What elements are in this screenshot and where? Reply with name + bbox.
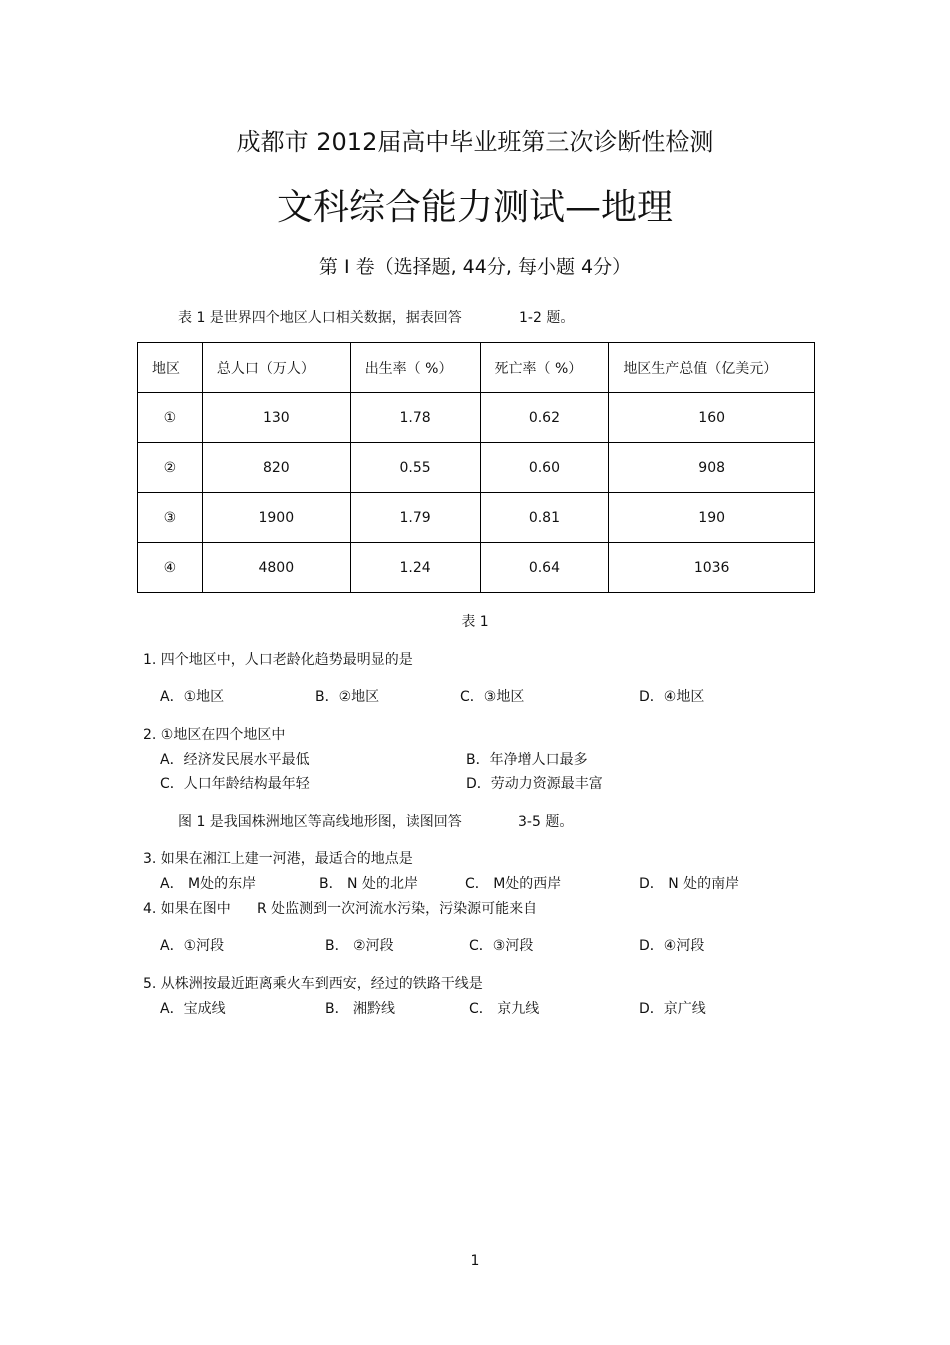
question-2-option-c: C．人口年龄结构最年轻 <box>160 776 310 792</box>
table-cell: 0.55 <box>350 443 480 493</box>
table-intro-range: 1-2 题。 <box>519 310 575 326</box>
question-4-option-b: B． ②河段 <box>325 938 394 954</box>
question-3-option-b: B． N 处的北岸 <box>319 876 418 892</box>
table-cell: 1.24 <box>350 543 480 593</box>
map-intro-range: 3-5 题。 <box>518 814 574 830</box>
question-2-stem: 2. ①地区在四个地区中 <box>143 727 286 743</box>
table-cell: 820 <box>202 443 350 493</box>
table-cell: 0.81 <box>480 493 609 543</box>
question-5-option-a: A．宝成线 <box>160 1001 226 1017</box>
section-heading: 第 I 卷（选择题, 44分, 每小题 4分） <box>318 256 632 278</box>
question-1-option-a: A．①地区 <box>160 689 225 705</box>
header-cell-death-rate: 死亡率（ %） <box>480 343 609 393</box>
table-row <box>138 543 815 593</box>
table-cell: 1.78 <box>350 393 480 443</box>
question-2-option-b: B．年净增人口最多 <box>466 752 588 768</box>
table-row <box>138 393 815 443</box>
question-2-option-a: A．经济发民展水平最低 <box>160 752 310 768</box>
table-cell: 4800 <box>202 543 350 593</box>
question-3-option-d: D． N 处的南岸 <box>639 876 740 892</box>
table-cell: ③ <box>138 493 203 543</box>
question-5-option-b: B． 湘黔线 <box>325 1001 396 1017</box>
question-3-stem: 3. 如果在湘江上建一河港，最适合的地点是 <box>143 851 413 867</box>
question-1-option-b: B．②地区 <box>315 689 380 705</box>
question-4-option-d: D．④河段 <box>639 938 705 954</box>
table-cell: 130 <box>202 393 350 443</box>
question-4-option-a: A．①河段 <box>160 938 225 954</box>
page-number: 1 <box>470 1253 480 1269</box>
table-row <box>138 443 815 493</box>
map-intro-text: 图 1 是我国株洲地区等高线地形图，读图回答 <box>178 814 462 830</box>
question-1-option-d: D．④地区 <box>639 689 705 705</box>
question-2-option-d: D．劳动力资源最丰富 <box>466 776 603 792</box>
question-1-option-c: C．③地区 <box>460 689 525 705</box>
question-3-option-a: A． M处的东岸 <box>160 876 257 892</box>
table-cell: ② <box>138 443 203 493</box>
table-cell: 0.62 <box>480 393 609 443</box>
table-cell: 1900 <box>202 493 350 543</box>
table-cell: 1036 <box>609 543 815 593</box>
table-row <box>138 493 815 543</box>
table-cell: 0.60 <box>480 443 609 493</box>
table-cell: 190 <box>609 493 815 543</box>
table-cell: 1.79 <box>350 493 480 543</box>
header-cell-region: 地区 <box>138 343 203 393</box>
population-data-table <box>137 342 815 593</box>
table-intro-text: 表 1 是世界四个地区人口相关数据，据表回答 <box>178 310 462 326</box>
question-4-stem: 4. 如果在图中 <box>143 901 231 917</box>
table-caption: 表 1 <box>461 614 489 630</box>
table-cell: 0.64 <box>480 543 609 593</box>
table-cell: ① <box>138 393 203 443</box>
question-4-stem-continued: R 处监测到一次河流水污染，污染源可能来自 <box>257 901 538 917</box>
table-cell: ④ <box>138 543 203 593</box>
header-cell-birth-rate: 出生率（ %） <box>350 343 480 393</box>
table-cell: 160 <box>609 393 815 443</box>
question-5-stem: 5. 从株洲按最近距离乘火车到西安，经过的铁路干线是 <box>143 976 483 992</box>
question-3-option-c: C． M处的西岸 <box>465 876 562 892</box>
question-1-stem: 1. 四个地区中，人口老龄化趋势最明显的是 <box>143 652 413 668</box>
header-cell-gdp: 地区生产总值（亿美元） <box>609 343 815 393</box>
question-5-option-c: C． 京九线 <box>469 1001 540 1017</box>
header-cell-population: 总人口（万人） <box>202 343 350 393</box>
exam-subtitle: 文科综合能力测试—地理 <box>276 187 673 228</box>
table-header-row <box>138 343 815 393</box>
question-5-option-d: D．京广线 <box>639 1001 706 1017</box>
question-4-option-c: C．③河段 <box>469 938 534 954</box>
table-cell: 908 <box>609 443 815 493</box>
document-title: 成都市 2012届高中毕业班第三次诊断性检测 <box>236 128 714 156</box>
